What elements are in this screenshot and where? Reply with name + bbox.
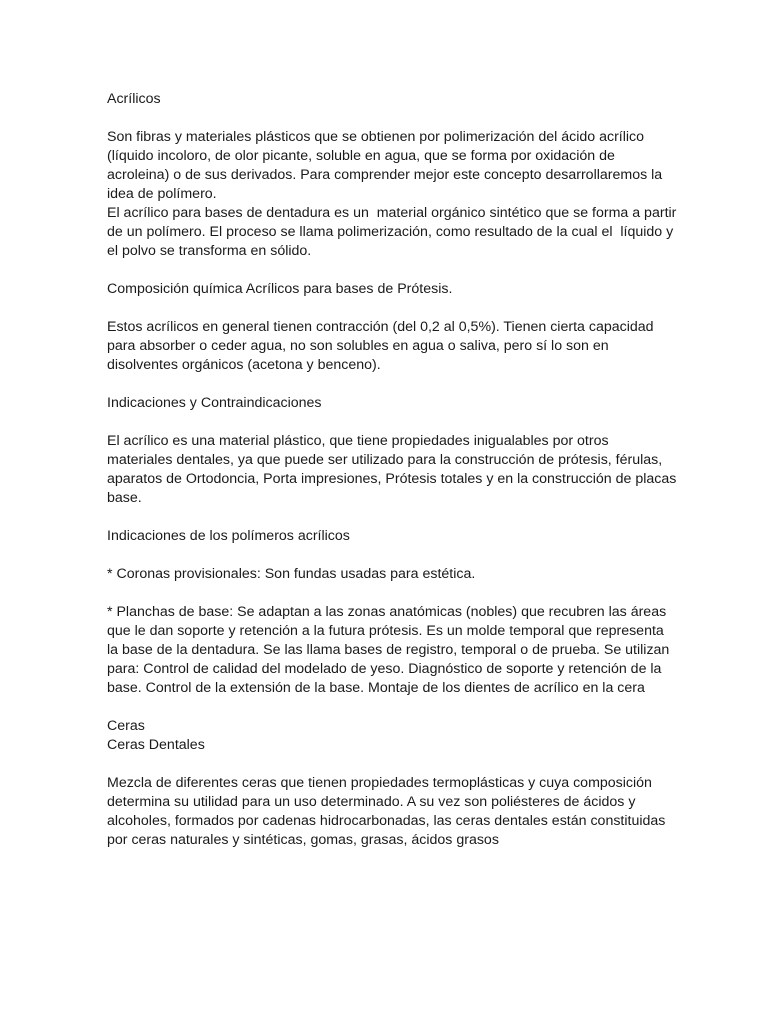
paragraph-line: la base de la dentadura. Se las llama bases de registro, temporal o de prueba. Se utilizan xyxy=(107,642,670,658)
paragraph-line: por ceras naturales y sintéticas, gomas, grasas, ácidos grasos xyxy=(107,832,499,848)
paragraph-line: el polvo se transforma en sólido. xyxy=(107,243,312,259)
document-page xyxy=(107,90,687,850)
heading-ceras-dentales: Ceras Dentales xyxy=(107,737,205,753)
heading-ceras: Ceras xyxy=(107,718,145,734)
paragraph-line: para: Control de calidad del modelado de yeso. Diagnóstico de soporte y retención de la xyxy=(107,661,662,677)
paragraph-line: que le dan soporte y retención a la futura prótesis. Es un molde temporal que representa xyxy=(107,623,664,639)
heading-composicion: Composición química Acrílicos para bases de Prótesis. xyxy=(107,281,453,297)
paragraph-line: para absorber o ceder agua, no son solubles en agua o saliva, pero sí lo son en xyxy=(107,338,609,354)
paragraph-line: alcoholes, formados por cadenas hidrocarbonadas, las ceras dentales están constituidas xyxy=(107,813,666,829)
paragraph-line: idea de polímero. xyxy=(107,186,217,202)
paragraph-line: (líquido incoloro, de olor picante, soluble en agua, que se forma por oxidación de xyxy=(107,148,615,164)
blank-line xyxy=(107,584,687,603)
paragraph-line: disolventes orgánicos (acetona y benceno). xyxy=(107,357,381,373)
blank-line xyxy=(107,698,687,717)
paragraph-line: Estos acrílicos en general tienen contracción (del 0,2 al 0,5%). Tienen cierta capacidad xyxy=(107,319,654,335)
paragraph-line: Mezcla de diferentes ceras que tienen propiedades termoplásticas y cuya composición xyxy=(107,775,652,791)
blank-line xyxy=(107,375,687,394)
heading-acrilicos: Acrílicos xyxy=(107,91,161,107)
paragraph-line: aparatos de Ortodoncia, Porta impresiones, Prótesis totales y en la construcción de placas xyxy=(107,471,677,487)
heading-indicaciones-polimeros: Indicaciones de los polímeros acrílicos xyxy=(107,528,350,544)
blank-line xyxy=(107,413,687,432)
list-item-planchas: * Planchas de base: Se adaptan a las zonas anatómicas (nobles) que recubren las áreas xyxy=(107,604,667,620)
list-item-coronas: * Coronas provisionales: Son fundas usadas para estética. xyxy=(107,566,476,582)
paragraph-line: base. xyxy=(107,490,142,506)
blank-line xyxy=(107,755,687,774)
paragraph-line: acroleina) o de sus derivados. Para comprender mejor este concepto desarrollaremos la xyxy=(107,167,663,183)
heading-indicaciones-contraindicaciones: Indicaciones y Contraindicaciones xyxy=(107,395,322,411)
blank-line xyxy=(107,546,687,565)
paragraph-line: materiales dentales, ya que puede ser utilizado para la construcción de prótesis, férulas, xyxy=(107,452,663,468)
paragraph-line: El acrílico es una material plástico, que tiene propiedades inigualables por otros xyxy=(107,433,609,449)
blank-line xyxy=(107,109,687,128)
paragraph-line: base. Control de la extensión de la base. Montaje de los dientes de acrílico en la cera xyxy=(107,680,645,696)
blank-line xyxy=(107,508,687,527)
paragraph-line: determina su utilidad para un uso determinado. A su vez son poliésteres de ácidos y xyxy=(107,794,636,810)
blank-line xyxy=(107,299,687,318)
paragraph-line: El acrílico para bases de dentadura es un material orgánico sintético que se forma a partir xyxy=(107,205,677,221)
paragraph-line: de un polímero. El proceso se llama polimerización, como resultado de la cual el líquido y xyxy=(107,224,674,240)
paragraph-line: Son fibras y materiales plásticos que se obtienen por polimerización del ácido acrílico xyxy=(107,129,645,145)
blank-line xyxy=(107,261,687,280)
